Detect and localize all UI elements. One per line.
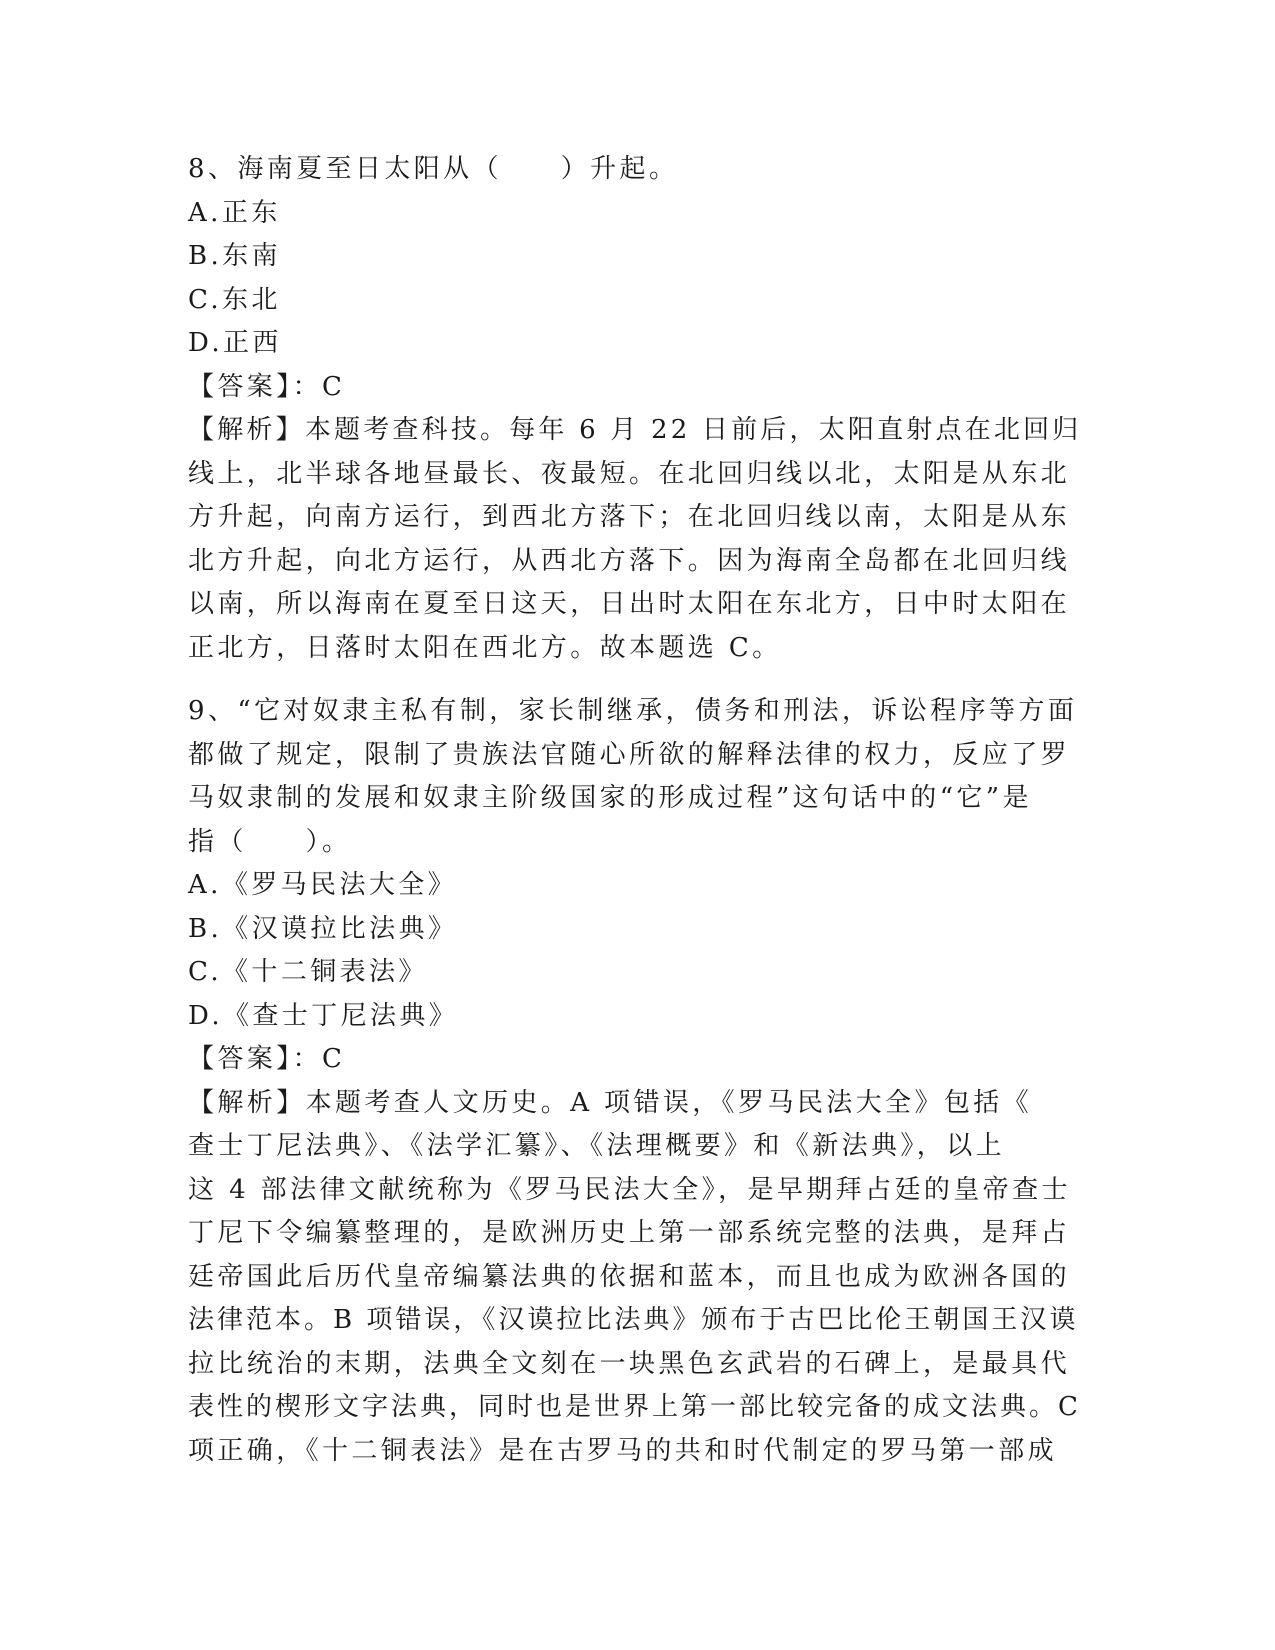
option-a: A.《罗马民法大全》 xyxy=(188,870,458,900)
analysis-line: 以南，所以海南在夏至日这天，日出时太阳在东北方，日中时太阳在 xyxy=(188,589,1071,619)
analysis-line: 线上，北半球各地昼最长、夜最短。在北回归线以北，太阳是从东北 xyxy=(188,458,1071,489)
analysis-text: 本题考查人文历史。A 项错误，《罗马民法大全》包括《 xyxy=(305,1087,1033,1118)
analysis-line xyxy=(188,1082,1083,1126)
question-8 xyxy=(188,148,1083,670)
analysis-line: 表性的楔形文字法典，同时也是世界上第一部比较完备的成文法典。C xyxy=(188,1392,1081,1422)
question-spacer xyxy=(188,670,1083,690)
analysis-text: 本题考查科技。每年 6 月 22 日前后，太阳直射点在北回归 xyxy=(304,415,1082,445)
analysis-line: 丁尼下令编纂整理的，是欧洲历史上第一部系统完整的法典，是拜占 xyxy=(188,1218,1071,1248)
question-stem: 8、海南夏至日太阳从（ ）升起。 xyxy=(188,154,679,184)
analysis-line: 项正确，《十二铜表法》是在古罗马的共和时代制定的罗马第一部成 xyxy=(188,1435,1058,1466)
question-9 xyxy=(188,690,1083,1473)
analysis-line: 方升起，向南方运行，到西北方落下；在北回归线以南，太阳是从东 xyxy=(188,502,1071,532)
option-b: B.《汉谟拉比法典》 xyxy=(188,913,458,944)
analysis-tag: 【解析】 xyxy=(188,1087,306,1118)
question-stem: 指（ ）。 xyxy=(188,826,352,857)
exam-page xyxy=(188,148,1083,1473)
option-c: C.东北 xyxy=(188,284,281,315)
option-b: B.东南 xyxy=(188,241,281,271)
analysis-line: 这 4 部法律文献统称为《罗马民法大全》，是早期拜占廷的皇帝查士 xyxy=(188,1174,1071,1205)
question-stem: 都做了规定，限制了贵族法官随心所欲的解释法律的权力，反应了罗 xyxy=(188,739,1071,770)
answer-line: 【答案】：C xyxy=(188,371,346,402)
analysis-line: 拉比统治的末期，法典全文刻在一块黑色玄武岩的石碑上，是最具代 xyxy=(188,1348,1071,1379)
analysis-line: 正北方，日落时太阳在西北方。故本题选 C。 xyxy=(188,632,782,663)
answer-line: 【答案】：C xyxy=(188,1044,346,1074)
analysis-tag: 【解析】 xyxy=(188,415,305,445)
analysis-line: 北方升起，向北方运行，从西北方落下。因为海南全岛都在北回归线 xyxy=(188,545,1071,576)
analysis-line xyxy=(188,409,1083,453)
question-stem: 马奴隶制的发展和奴隶主阶级国家的形成过程”这句话中的“它”是 xyxy=(188,783,1032,813)
option-d: D.《查士丁尼法典》 xyxy=(188,1000,459,1031)
analysis-line: 法律范本。B 项错误，《汉谟拉比法典》颁布于古巴比伦王朝国王汉谟 xyxy=(188,1305,1079,1335)
option-a: A.正东 xyxy=(188,197,281,228)
option-d: D.正西 xyxy=(188,328,282,358)
question-stem: 9、“它对奴隶主私有制，家长制继承，债务和刑法，诉讼程序等方面 xyxy=(188,696,1078,726)
option-c: C.《十二铜表法》 xyxy=(188,957,428,987)
analysis-line: 查士丁尼法典》、《法学汇纂》、《法理概要》和《新法典》，以上 xyxy=(188,1131,1006,1161)
analysis-line: 廷帝国此后历代皇帝编纂法典的依据和蓝本，而且也成为欧洲各国的 xyxy=(188,1261,1071,1292)
